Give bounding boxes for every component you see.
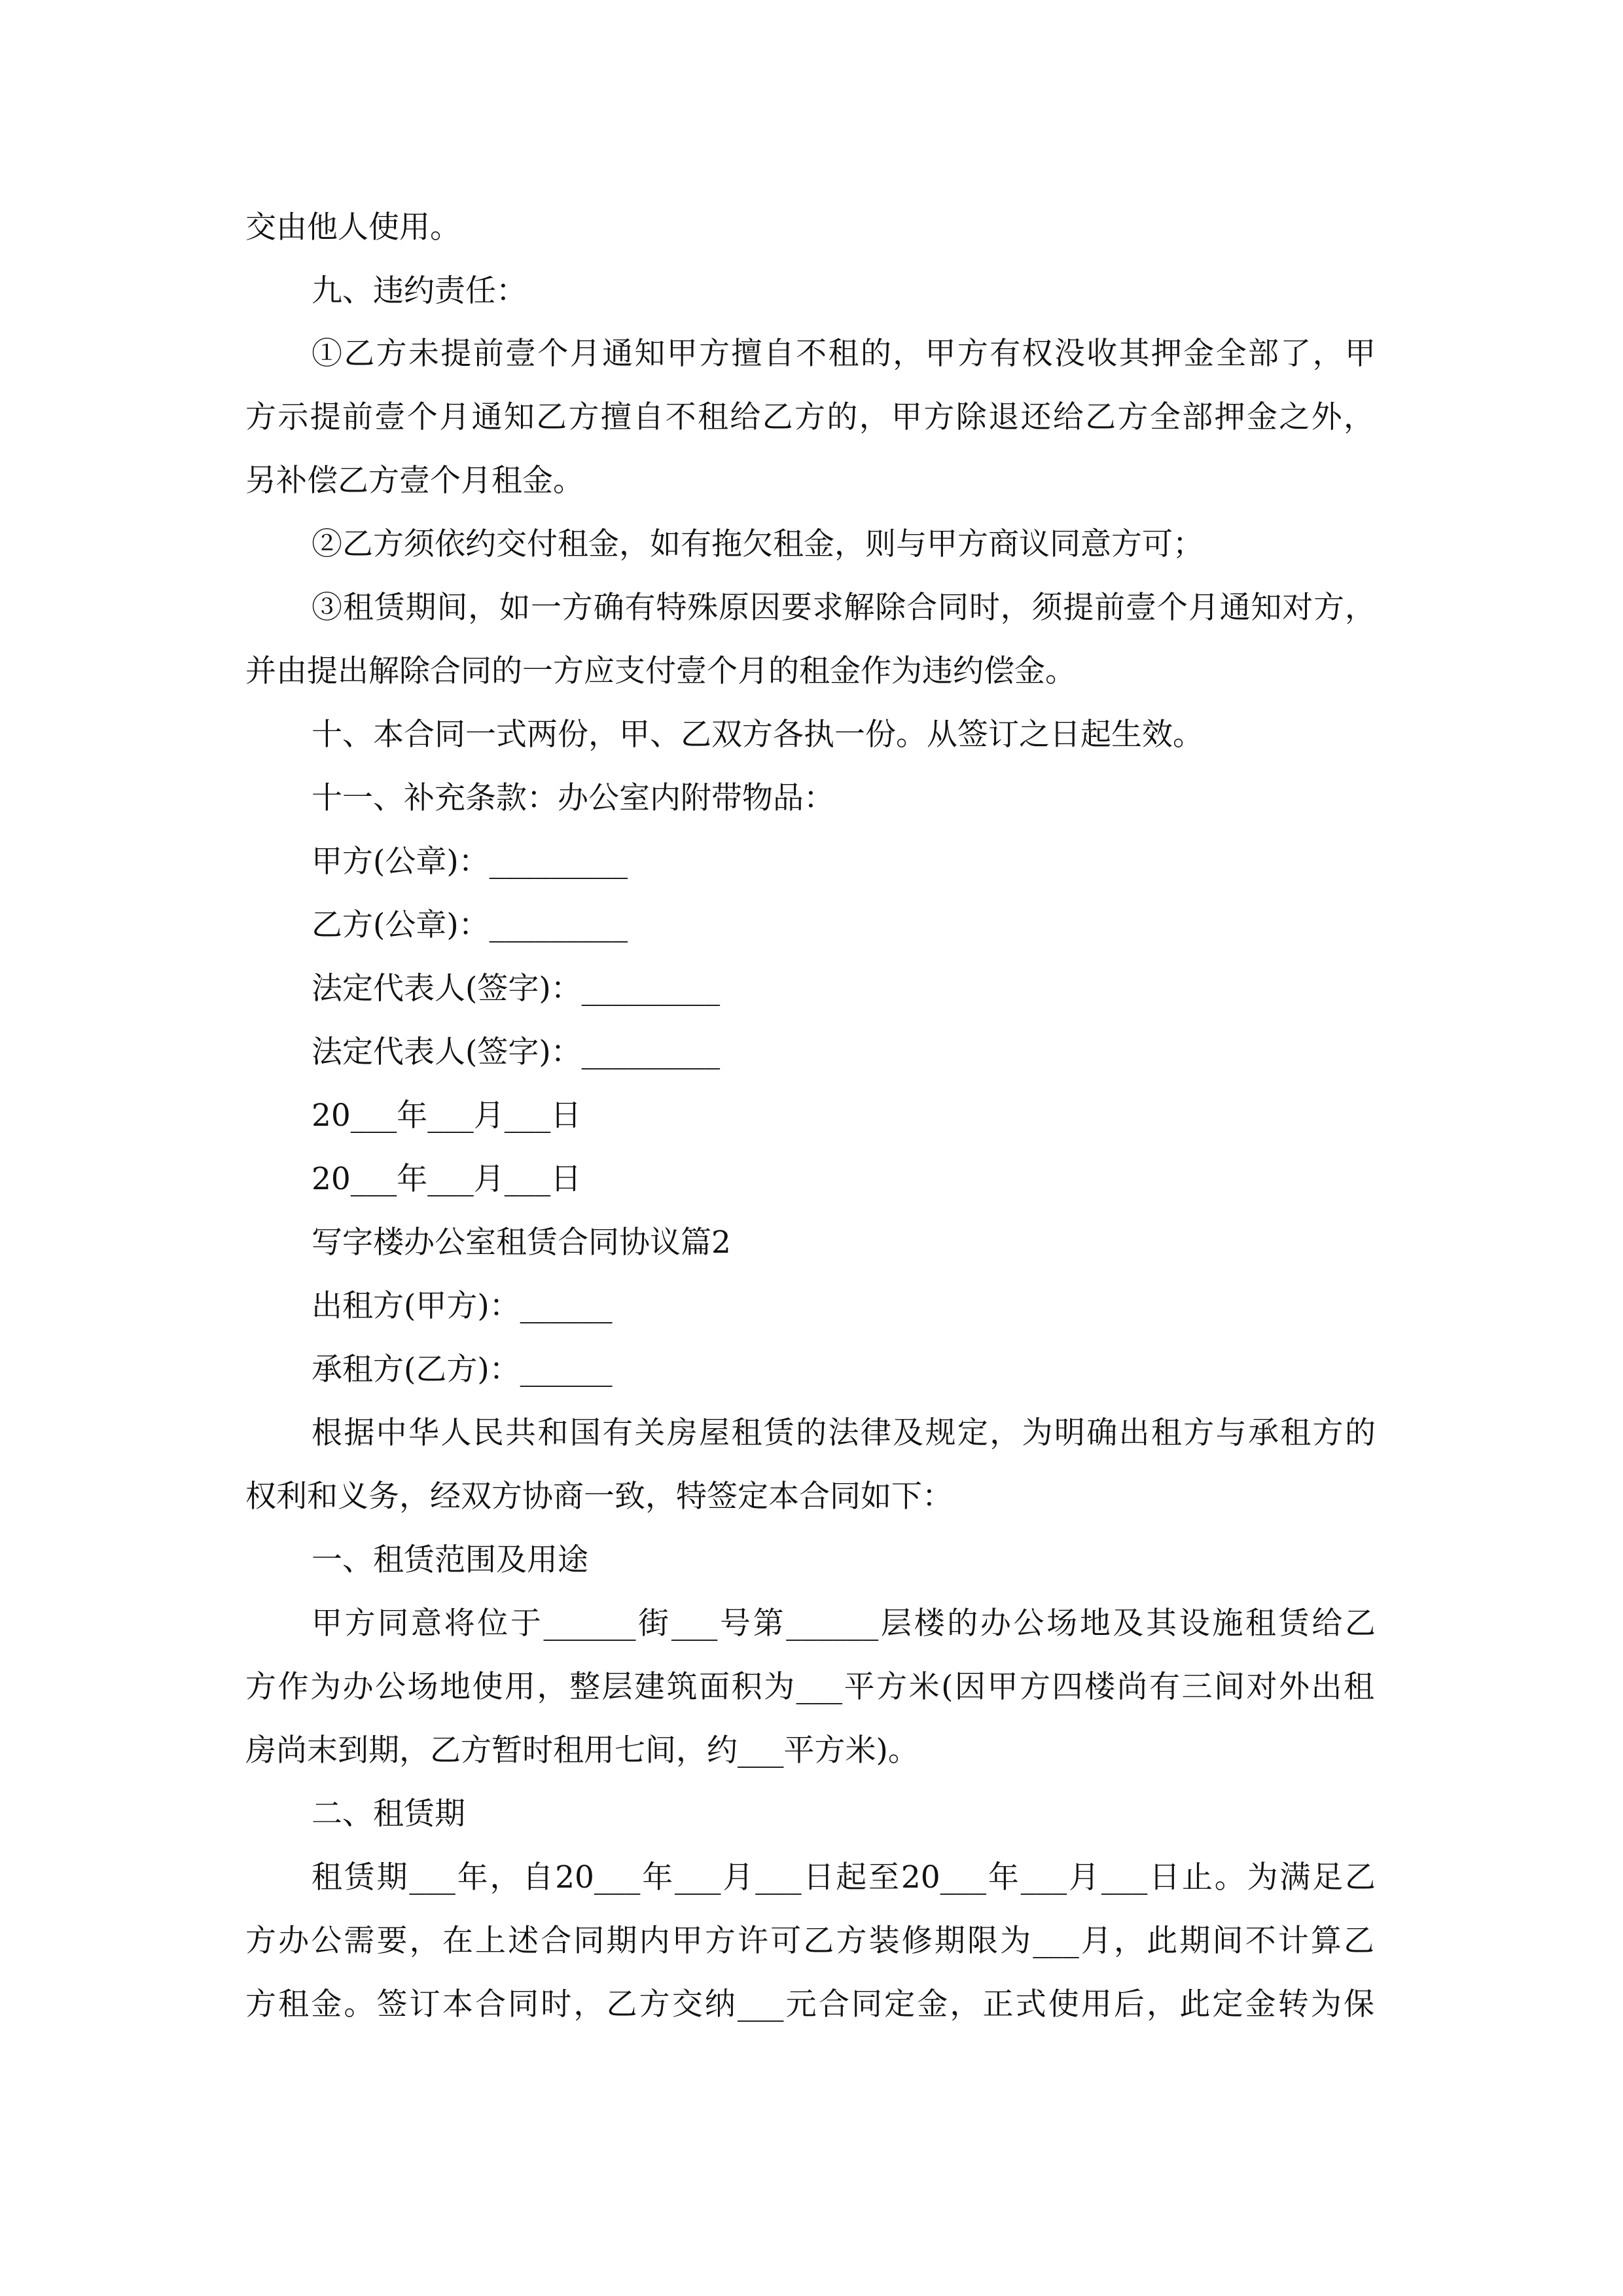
signature-field: 法定代表人(签字)：_________	[312, 1034, 721, 1070]
party-field: 出租方(甲方)：______	[312, 1288, 613, 1324]
text-line: 方租金。签订本合同时，乙方交纳___元合同定金，正式使用后，此定金转为保	[245, 1986, 1374, 2022]
text-line: 并由提出解除合同的一方应支付壹个月的租金作为违约偿金。	[245, 653, 1076, 689]
text-line: 方作为办公场地使用，整层建筑面积为___平方米(因甲方四楼尚有三间对外出租	[245, 1669, 1374, 1705]
text-line: 另补偿乙方壹个月租金。	[245, 463, 584, 499]
text-line: 根据中华人民共和国有关房屋租赁的法律及规定，为明确出租方与承租方的	[312, 1415, 1376, 1451]
text-line: ①乙方未提前壹个月通知甲方擅自不租的，甲方有权没收其押金全部了，甲	[312, 336, 1376, 372]
signature-field: 乙方(公章)：_________	[312, 907, 628, 943]
section-heading: 一、租赁范围及用途	[312, 1542, 588, 1578]
text-line: ②乙方须依约交付租金，如有拖欠租金，则与甲方商议同意方可；	[312, 526, 1204, 562]
section-title: 写字楼办公室租赁合同协议篇2	[312, 1225, 731, 1261]
text-line: 租赁期___年，自20___年___月___日起至20___年___月___日止。为满足乙	[312, 1859, 1376, 1895]
signature-field: 法定代表人(签字)：_________	[312, 971, 721, 1007]
text-line: ③租赁期间，如一方确有特殊原因要求解除合同时，须提前壹个月通知对方，	[312, 590, 1376, 626]
text-line: 九、违约责任：	[312, 273, 527, 309]
text-line: 方示提前壹个月通知乙方擅自不租给乙方的，甲方除退还给乙方全部押金之外，	[245, 399, 1374, 435]
signature-field: 甲方(公章)：_________	[312, 844, 628, 880]
text-line: 甲方同意将位于______街___号第______层楼的办公场地及其设施租赁给乙	[312, 1605, 1376, 1641]
section-heading: 二、租赁期	[312, 1796, 465, 1832]
text-line: 十一、补充条款：办公室内附带物品：	[312, 780, 834, 816]
text-line: 权利和义务，经双方协商一致，特签定本合同如下：	[245, 1479, 953, 1515]
date-field: 20___年___月___日	[312, 1098, 582, 1134]
text-line: 交由他人使用。	[245, 209, 461, 245]
party-field: 承租方(乙方)：______	[312, 1352, 613, 1388]
text-line: 方办公需要，在上述合同期内甲方许可乙方装修期限为___月，此期间不计算乙	[245, 1923, 1374, 1959]
date-field: 20___年___月___日	[312, 1161, 582, 1197]
text-line: 十、本合同一式两份，甲、乙双方各执一份。从签订之日起生效。	[312, 717, 1204, 753]
text-line: 房尚末到期，乙方暂时租用七间，约___平方米)。	[245, 1732, 919, 1768]
